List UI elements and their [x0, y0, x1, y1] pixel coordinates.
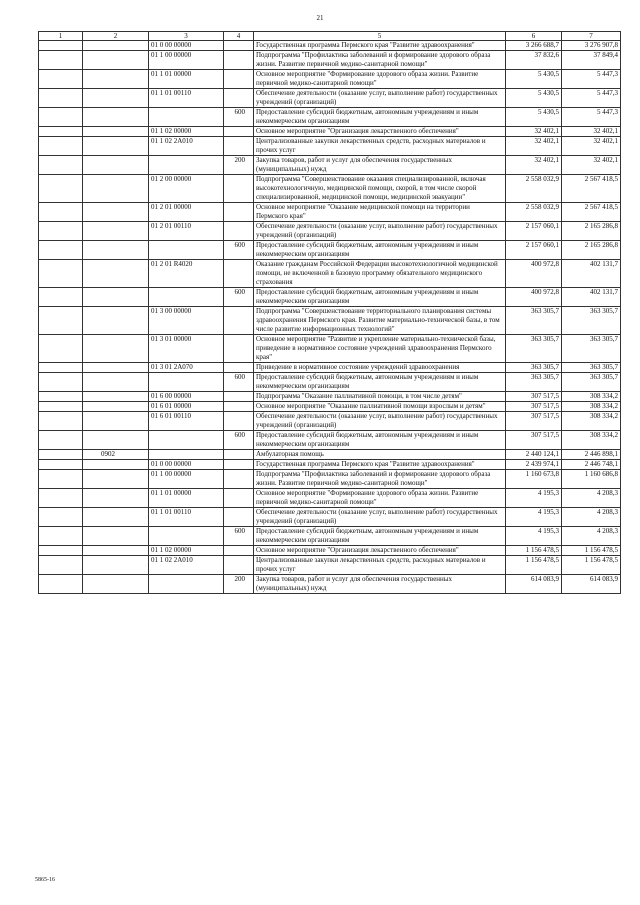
subsection-cell — [83, 431, 149, 450]
table-row — [39, 108, 621, 127]
amount-2018-cell: 307 517,5 — [506, 402, 562, 412]
table-row — [39, 156, 621, 175]
expense-type-cell: 200 — [224, 575, 254, 594]
section-cell — [39, 108, 83, 127]
subsection-cell — [83, 51, 149, 70]
section-cell — [39, 137, 83, 156]
name-cell: Обеспечение деятельности (оказание услуг, выполнение работ) государственных учреждений (организаций) — [254, 89, 506, 108]
table-row — [39, 307, 621, 335]
amount-2018-cell: 400 972,8 — [506, 260, 562, 288]
expense-type-cell — [224, 222, 254, 241]
name-cell: Предоставление субсидий бюджетным, автономным учреждениям и иным некоммерческим организациям — [254, 373, 506, 392]
target-article-cell: 01 1 02 2А010 — [149, 137, 224, 156]
table-body — [39, 41, 621, 594]
name-cell: Закупка товаров, работ и услуг для обеспечения государственных (муниципальных) нужд — [254, 575, 506, 594]
section-cell — [39, 450, 83, 460]
table-row — [39, 241, 621, 260]
section-cell — [39, 175, 83, 203]
subsection-cell — [83, 175, 149, 203]
name-cell: Государственная программа Пермского края "Развитие здравоохранения" — [254, 41, 506, 51]
subsection-cell — [83, 241, 149, 260]
expense-type-cell — [224, 508, 254, 527]
amount-2019-cell: 402 131,7 — [562, 288, 621, 307]
header-cell: 3 — [149, 32, 224, 41]
target-article-cell: 01 2 01 00000 — [149, 203, 224, 222]
section-cell — [39, 203, 83, 222]
amount-2018-cell: 3 266 688,7 — [506, 41, 562, 51]
section-cell — [39, 470, 83, 489]
section-cell — [39, 41, 83, 51]
amount-2018-cell: 2 157 060,1 — [506, 241, 562, 260]
amount-2019-cell: 2 567 418,5 — [562, 175, 621, 203]
name-cell: Основное мероприятие "Оказание паллиативной помощи взрослым и детям" — [254, 402, 506, 412]
target-article-cell: 01 1 02 00000 — [149, 546, 224, 556]
subsection-cell — [83, 156, 149, 175]
table-row — [39, 508, 621, 527]
target-article-cell: 01 0 00 00000 — [149, 41, 224, 51]
amount-2019-cell: 308 334,2 — [562, 431, 621, 450]
table-row — [39, 392, 621, 402]
section-cell — [39, 70, 83, 89]
name-cell: Основное мероприятие "Организация лекарственного обеспечения" — [254, 127, 506, 137]
budget-table — [38, 31, 621, 594]
amount-2019-cell: 4 208,3 — [562, 508, 621, 527]
amount-2018-cell: 32 402,1 — [506, 137, 562, 156]
subsection-cell — [83, 137, 149, 156]
amount-2018-cell: 5 430,5 — [506, 108, 562, 127]
amount-2018-cell: 2 440 124,1 — [506, 450, 562, 460]
table-row — [39, 175, 621, 203]
amount-2019-cell: 308 334,2 — [562, 412, 621, 431]
expense-type-cell — [224, 89, 254, 108]
table-row — [39, 527, 621, 546]
section-cell — [39, 335, 83, 363]
target-article-cell: 01 1 00 00000 — [149, 51, 224, 70]
table-row — [39, 127, 621, 137]
amount-2019-cell: 32 402,1 — [562, 156, 621, 175]
table-row — [39, 546, 621, 556]
table-row — [39, 431, 621, 450]
name-cell: Основное мероприятие "Организация лекарственного обеспечения" — [254, 546, 506, 556]
amount-2019-cell: 3 276 907,8 — [562, 41, 621, 51]
expense-type-cell — [224, 546, 254, 556]
header-cell: 7 — [562, 32, 621, 41]
name-cell: Государственная программа Пермского края "Развитие здравоохранения" — [254, 460, 506, 470]
header-cell: 5 — [254, 32, 506, 41]
name-cell: Централизованные закупки лекарственных средств, расходных материалов и прочих услуг — [254, 137, 506, 156]
amount-2019-cell: 363 305,7 — [562, 363, 621, 373]
expense-type-cell — [224, 175, 254, 203]
target-article-cell: 01 6 00 00000 — [149, 392, 224, 402]
expense-type-cell: 600 — [224, 288, 254, 307]
target-article-cell: 01 1 01 00110 — [149, 89, 224, 108]
table-row — [39, 70, 621, 89]
name-cell: Предоставление субсидий бюджетным, автономным учреждениям и иным некоммерческим организациям — [254, 431, 506, 450]
amount-2019-cell: 2 446 748,1 — [562, 460, 621, 470]
expense-type-cell — [224, 203, 254, 222]
name-cell: Обеспечение деятельности (оказание услуг, выполнение работ) государственных учреждений (организаций) — [254, 222, 506, 241]
amount-2019-cell: 5 447,3 — [562, 108, 621, 127]
table-row — [39, 335, 621, 363]
amount-2018-cell: 4 195,3 — [506, 489, 562, 508]
section-cell — [39, 508, 83, 527]
expense-type-cell: 200 — [224, 156, 254, 175]
expense-type-cell — [224, 392, 254, 402]
amount-2018-cell: 1 156 478,5 — [506, 556, 562, 575]
name-cell: Приведение в нормативное состояние учреждений здравоохранения — [254, 363, 506, 373]
name-cell: Обеспечение деятельности (оказание услуг, выполнение работ) государственных учреждений (организаций) — [254, 412, 506, 431]
subsection-cell — [83, 363, 149, 373]
expense-type-cell — [224, 51, 254, 70]
expense-type-cell — [224, 489, 254, 508]
subsection-cell — [83, 222, 149, 241]
expense-type-cell — [224, 460, 254, 470]
name-cell: Предоставление субсидий бюджетным, автономным учреждениям и иным некоммерческим организациям — [254, 108, 506, 127]
amount-2018-cell: 4 195,3 — [506, 508, 562, 527]
table-row — [39, 412, 621, 431]
section-cell — [39, 412, 83, 431]
name-cell: Подпрограмма "Оказание паллиативной помощи, в том числе детям" — [254, 392, 506, 402]
subsection-cell — [83, 412, 149, 431]
amount-2018-cell: 1 156 478,5 — [506, 546, 562, 556]
target-article-cell: 01 1 01 00000 — [149, 489, 224, 508]
section-cell — [39, 392, 83, 402]
expense-type-cell — [224, 127, 254, 137]
name-cell: Подпрограмма "Профилактика заболеваний и формирование здорового образа жизни. Развитие первичной медико-санитарной помощи" — [254, 470, 506, 489]
amount-2019-cell: 2 567 418,5 — [562, 203, 621, 222]
expense-type-cell: 600 — [224, 373, 254, 392]
target-article-cell — [149, 241, 224, 260]
name-cell: Основное мероприятие "Оказание медицинской помощи на территории Пермского края" — [254, 203, 506, 222]
target-article-cell: 01 2 00 00000 — [149, 175, 224, 203]
target-article-cell: 01 1 02 2А010 — [149, 556, 224, 575]
amount-2019-cell: 1 156 478,5 — [562, 546, 621, 556]
amount-2019-cell: 2 165 286,8 — [562, 241, 621, 260]
expense-type-cell — [224, 137, 254, 156]
header-cell: 4 — [224, 32, 254, 41]
subsection-cell — [83, 41, 149, 51]
amount-2019-cell: 2 446 898,1 — [562, 450, 621, 460]
amount-2019-cell: 2 165 286,8 — [562, 222, 621, 241]
subsection-cell — [83, 556, 149, 575]
table-row — [39, 450, 621, 460]
amount-2018-cell: 2 439 974,1 — [506, 460, 562, 470]
expense-type-cell — [224, 450, 254, 460]
subsection-cell — [83, 260, 149, 288]
amount-2018-cell: 1 160 673,8 — [506, 470, 562, 489]
document-code: 5865-16 — [35, 877, 55, 883]
subsection-cell — [83, 460, 149, 470]
section-cell — [39, 556, 83, 575]
table-row — [39, 137, 621, 156]
name-cell: Предоставление субсидий бюджетным, автономным учреждениям и иным некоммерческим организациям — [254, 527, 506, 546]
table-row — [39, 260, 621, 288]
amount-2018-cell: 4 195,3 — [506, 527, 562, 546]
amount-2018-cell: 400 972,8 — [506, 288, 562, 307]
amount-2019-cell: 1 156 478,5 — [562, 556, 621, 575]
target-article-cell: 01 1 00 00000 — [149, 470, 224, 489]
section-cell — [39, 241, 83, 260]
amount-2018-cell: 2 157 060,1 — [506, 222, 562, 241]
name-cell: Подпрограмма "Совершенствование территориального планирования системы здравоохранения Пермского края. Развитие материально-технической базы, в том числе развитие информационных технологий" — [254, 307, 506, 335]
section-cell — [39, 127, 83, 137]
amount-2018-cell: 614 083,9 — [506, 575, 562, 594]
table-row — [39, 222, 621, 241]
amount-2019-cell: 5 447,3 — [562, 89, 621, 108]
subsection-cell — [83, 307, 149, 335]
table-row — [39, 203, 621, 222]
target-article-cell: 01 3 01 2А070 — [149, 363, 224, 373]
amount-2019-cell: 363 305,7 — [562, 335, 621, 363]
amount-2018-cell: 32 402,1 — [506, 156, 562, 175]
table-row — [39, 460, 621, 470]
name-cell: Подпрограмма "Совершенствование оказания специализированной, включая высокотехнологичную, медицинской помощи, скорой, в том числе скорой специализированной, медицинской помощи, медицинской эвакуации" — [254, 175, 506, 203]
target-article-cell: 01 3 01 00000 — [149, 335, 224, 363]
table-row — [39, 51, 621, 70]
amount-2018-cell: 363 305,7 — [506, 335, 562, 363]
section-cell — [39, 260, 83, 288]
target-article-cell: 01 3 00 00000 — [149, 307, 224, 335]
section-cell — [39, 460, 83, 470]
subsection-cell — [83, 89, 149, 108]
expense-type-cell — [224, 363, 254, 373]
table-row — [39, 489, 621, 508]
target-article-cell — [149, 108, 224, 127]
target-article-cell — [149, 527, 224, 546]
table-row — [39, 373, 621, 392]
header-cell: 2 — [83, 32, 149, 41]
expense-type-cell: 600 — [224, 241, 254, 260]
section-cell — [39, 546, 83, 556]
amount-2018-cell: 5 430,5 — [506, 89, 562, 108]
expense-type-cell — [224, 335, 254, 363]
name-cell: Основное мероприятие "Развитие и укрепление материально-технической базы, приведение в нормативное состояние учреждений здравоохранения Пермского края" — [254, 335, 506, 363]
expense-type-cell — [224, 70, 254, 89]
subsection-cell — [83, 546, 149, 556]
target-article-cell — [149, 575, 224, 594]
amount-2018-cell: 363 305,7 — [506, 363, 562, 373]
expense-type-cell — [224, 402, 254, 412]
section-cell — [39, 156, 83, 175]
section-cell — [39, 575, 83, 594]
expense-type-cell: 600 — [224, 108, 254, 127]
table-header-row — [39, 32, 621, 41]
subsection-cell — [83, 127, 149, 137]
expense-type-cell: 600 — [224, 431, 254, 450]
amount-2018-cell: 2 558 032,9 — [506, 175, 562, 203]
name-cell: Амбулаторная помощь — [254, 450, 506, 460]
table-row — [39, 363, 621, 373]
subsection-cell — [83, 527, 149, 546]
header-cell: 1 — [39, 32, 83, 41]
subsection-cell — [83, 108, 149, 127]
section-cell — [39, 51, 83, 70]
header-cell: 6 — [506, 32, 562, 41]
amount-2018-cell: 363 305,7 — [506, 373, 562, 392]
section-cell — [39, 402, 83, 412]
name-cell: Подпрограмма "Профилактика заболеваний и формирование здорового образа жизни. Развитие первичной медико-санитарной помощи" — [254, 51, 506, 70]
target-article-cell: 01 2 01 00110 — [149, 222, 224, 241]
name-cell: Основное мероприятие "Формирование здорового образа жизни. Развитие первичной медико-санитарной помощи" — [254, 489, 506, 508]
table-row — [39, 470, 621, 489]
section-cell — [39, 489, 83, 508]
amount-2018-cell: 5 430,5 — [506, 70, 562, 89]
amount-2019-cell: 4 208,3 — [562, 527, 621, 546]
target-article-cell: 01 1 02 00000 — [149, 127, 224, 137]
subsection-cell — [83, 203, 149, 222]
subsection-cell — [83, 335, 149, 363]
section-cell — [39, 363, 83, 373]
target-article-cell — [149, 450, 224, 460]
name-cell: Закупка товаров, работ и услуг для обеспечения государственных (муниципальных) нужд — [254, 156, 506, 175]
table-row — [39, 41, 621, 51]
target-article-cell: 01 0 00 00000 — [149, 460, 224, 470]
expense-type-cell — [224, 470, 254, 489]
section-cell — [39, 89, 83, 108]
table-row — [39, 556, 621, 575]
name-cell: Обеспечение деятельности (оказание услуг, выполнение работ) государственных учреждений (организаций) — [254, 508, 506, 527]
subsection-cell — [83, 402, 149, 412]
section-cell — [39, 288, 83, 307]
amount-2019-cell: 363 305,7 — [562, 373, 621, 392]
target-article-cell — [149, 373, 224, 392]
table-row — [39, 89, 621, 108]
section-cell — [39, 373, 83, 392]
target-article-cell — [149, 431, 224, 450]
table-row — [39, 288, 621, 307]
amount-2018-cell: 307 517,5 — [506, 412, 562, 431]
expense-type-cell — [224, 556, 254, 575]
name-cell: Основное мероприятие "Формирование здорового образа жизни. Развитие первичной медико-санитарной помощи" — [254, 70, 506, 89]
subsection-cell — [83, 373, 149, 392]
target-article-cell: 01 6 01 00110 — [149, 412, 224, 431]
amount-2019-cell: 37 849,4 — [562, 51, 621, 70]
subsection-cell — [83, 392, 149, 402]
amount-2018-cell: 363 305,7 — [506, 307, 562, 335]
expense-type-cell — [224, 307, 254, 335]
target-article-cell: 01 1 01 00110 — [149, 508, 224, 527]
target-article-cell — [149, 288, 224, 307]
section-cell — [39, 527, 83, 546]
page-number: 21 — [316, 14, 324, 22]
amount-2019-cell: 308 334,2 — [562, 402, 621, 412]
amount-2019-cell: 32 402,1 — [562, 137, 621, 156]
expense-type-cell — [224, 41, 254, 51]
subsection-cell — [83, 288, 149, 307]
subsection-cell — [83, 470, 149, 489]
section-cell — [39, 222, 83, 241]
amount-2018-cell: 307 517,5 — [506, 392, 562, 402]
amount-2018-cell: 32 402,1 — [506, 127, 562, 137]
subsection-cell — [83, 489, 149, 508]
target-article-cell: 01 1 01 00000 — [149, 70, 224, 89]
amount-2018-cell: 307 517,5 — [506, 431, 562, 450]
subsection-cell: 0902 — [83, 450, 149, 460]
name-cell: Централизованные закупки лекарственных средств, расходных материалов и прочих услуг — [254, 556, 506, 575]
amount-2019-cell: 5 447,3 — [562, 70, 621, 89]
name-cell: Предоставление субсидий бюджетным, автономным учреждениям и иным некоммерческим организациям — [254, 241, 506, 260]
expense-type-cell: 600 — [224, 527, 254, 546]
name-cell: Оказание гражданам Российской Федерации высокотехнологичной медицинской помощи, не включенной в базовую программу обязательного медицинского страхования — [254, 260, 506, 288]
amount-2018-cell: 2 558 032,9 — [506, 203, 562, 222]
expense-type-cell — [224, 260, 254, 288]
table-row — [39, 575, 621, 594]
subsection-cell — [83, 508, 149, 527]
amount-2019-cell: 614 083,9 — [562, 575, 621, 594]
section-cell — [39, 307, 83, 335]
expense-type-cell — [224, 412, 254, 431]
amount-2019-cell: 4 208,3 — [562, 489, 621, 508]
amount-2019-cell: 363 305,7 — [562, 307, 621, 335]
target-article-cell: 01 2 01 R4020 — [149, 260, 224, 288]
target-article-cell — [149, 156, 224, 175]
section-cell — [39, 431, 83, 450]
amount-2019-cell: 32 402,1 — [562, 127, 621, 137]
amount-2018-cell: 37 832,6 — [506, 51, 562, 70]
amount-2019-cell: 308 334,2 — [562, 392, 621, 402]
amount-2019-cell: 402 131,7 — [562, 260, 621, 288]
name-cell: Предоставление субсидий бюджетным, автономным учреждениям и иным некоммерческим организациям — [254, 288, 506, 307]
amount-2019-cell: 1 160 686,8 — [562, 470, 621, 489]
subsection-cell — [83, 575, 149, 594]
table-row — [39, 402, 621, 412]
subsection-cell — [83, 70, 149, 89]
target-article-cell: 01 6 01 00000 — [149, 402, 224, 412]
